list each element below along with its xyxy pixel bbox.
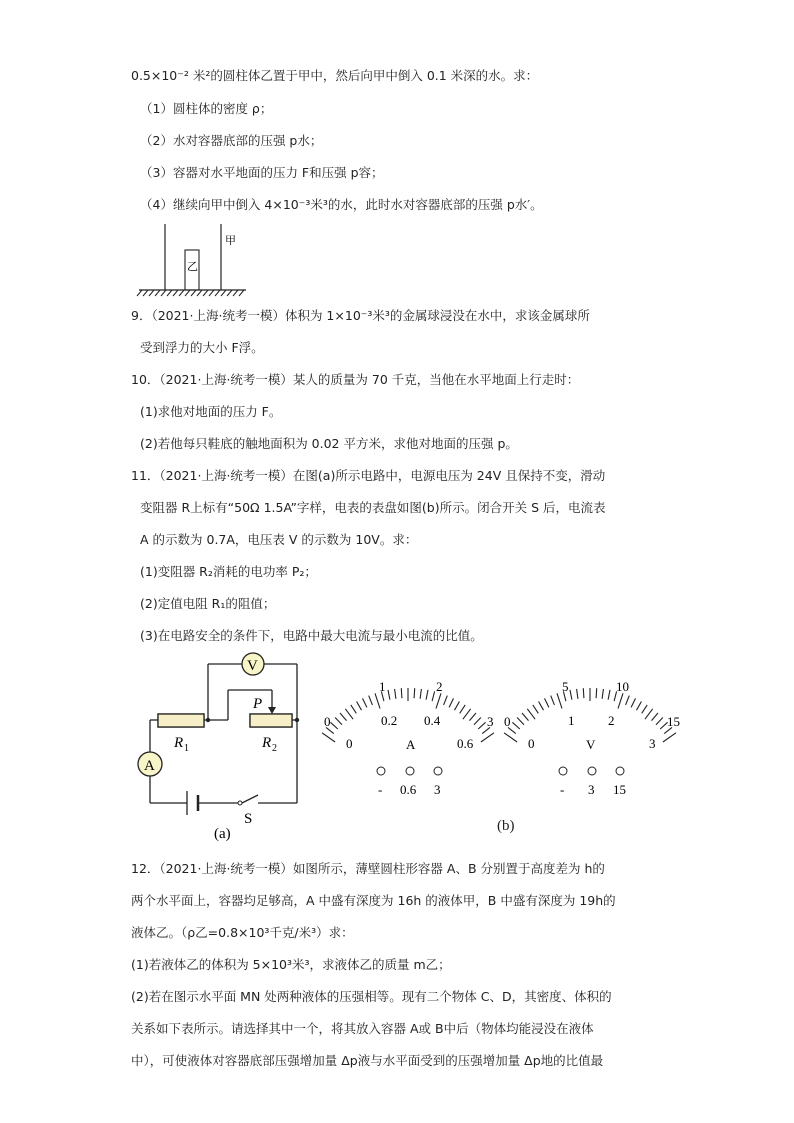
text-line-15: (2)定值电阻 R₁的阻值； [140,596,276,611]
text-line-4: （3）容器对水平地面的压力 F和压强 p容； [140,165,384,180]
ammeter-dial-tick [401,688,402,698]
voltmeter-dial-tick [645,709,653,719]
r2-subscript: 2 [272,743,277,754]
voltmeter-dial-tick [602,689,603,699]
caption-a: (a) [214,826,231,842]
text-line-2: （1）圆柱体的密度 ρ； [140,101,273,116]
container-figure [134,218,254,298]
text-line-1: 0.5×10⁻² 米²的圆柱体乙置于甲中，然后向甲中倒入 0.1 米深的水。求： [131,68,539,83]
voltmeter-dial-tick [626,696,630,705]
voltmeter-dial-tick [631,698,635,707]
ammeter-dial-tick [363,698,367,707]
ammeter-dial-tick [432,691,435,701]
switch-label: S [244,811,253,827]
volt-top-1: 5 [562,679,569,694]
volt-bottom-0: 0 [528,736,535,751]
voltmeter-dial-tick [517,718,524,725]
ammeter-dial-tick [395,689,396,699]
r1-label: R [174,735,184,751]
text-line-19: 液体乙。（ρ乙=0.8×10³千克/米³）求： [131,925,354,940]
voltmeter-dial-tick [527,709,535,719]
amm-top-3: 3 [487,714,494,729]
r2-label: R [262,735,272,751]
amm-top-1: 1 [379,679,386,694]
voltmeter-dial-tick [577,689,578,699]
text-line-12: 变阻器 R上标有“50Ω 1.5A”字样，电表的表盘如图(b)所示。闭合开关 S 后，电流表 [140,500,606,515]
volt-terminal-neg: - [560,782,565,797]
voltmeter-dial-tick [596,688,597,698]
voltmeter-dial-tick [504,733,517,742]
voltmeter-dial-tick [642,705,648,713]
ammeter-dial-tick [414,688,415,698]
voltmeter-dial-tick [608,690,610,700]
volt-top-0: 0 [504,714,511,729]
ammeter-dial-tick [460,705,466,713]
ammeter-dial-tick [388,690,390,700]
ammeter-dial-tick [444,696,448,705]
text-line-7: 受到浮力的大小 F浮。 [140,340,264,355]
voltmeter-dial-tick [512,722,519,729]
text-line-6: 9．（2021·上海·统考一模）体积为 1×10⁻³米³的金属球浸没在水中，求该金属球所 [131,308,590,323]
text-line-16: (3)在电路安全的条件下，电路中最大电流与最小电流的比值。 [140,628,483,643]
text-line-10: (2)若他每只鞋底的触地面积为 0.02 平方米，求他对地面的压强 p。 [140,436,518,451]
voltmeter-dial [500,673,690,798]
voltmeter-dial-tick [656,718,663,725]
voltmeter-dial-tick [637,702,642,711]
voltmeter-label: V [247,658,258,674]
volt-bottom-2: 2 [608,713,615,728]
ammeter-dial-tick [426,690,428,700]
voltmeter-dial-tick [618,693,623,708]
amm-top-0: 0 [324,714,331,729]
ammeter-dial-tick [455,702,460,711]
amm-terminal-neg: - [378,782,383,797]
voltmeter-dial-tick [557,693,562,708]
volt-terminal-3: 3 [588,782,595,797]
ammeter-dial-tick [375,693,380,708]
ammeter-dial-tick [340,713,347,721]
ammeter-dial-tick [478,722,485,729]
amm-unit: A [406,737,416,752]
ammeter-dial-tick [420,689,421,699]
ammeter-dial-tick [481,733,494,742]
amm-terminal-06: 0.6 [400,782,417,797]
ammeter-dial-tick [369,696,373,705]
jia-label: 甲 [225,235,236,247]
caption-b: (b) [497,818,515,834]
text-line-14: (1)变阻器 R₂消耗的电功率 P₂； [140,564,317,579]
volt-bottom-3: 3 [649,736,656,751]
volt-unit: V [586,737,596,752]
ammeter-dial-tick [436,693,441,708]
text-line-5: （4）继续向甲中倒入 4×10⁻³米³的水，此时水对容器底部的压强 p水′。 [140,197,543,212]
amm-terminal-3: 3 [434,782,441,797]
voltmeter-dial-tick [583,688,584,698]
r1-subscript: 1 [184,743,189,754]
ammeter-dial-tick [345,709,353,719]
text-line-9: (1)求他对地面的压力 F。 [140,404,282,419]
voltmeter-dial-tick [545,698,549,707]
voltmeter-dial-tick [570,690,572,700]
amm-top-2: 2 [436,679,443,694]
volt-terminal-15: 15 [613,782,626,797]
volt-bottom-1: 1 [568,713,575,728]
volt-top-2: 10 [616,679,629,694]
text-line-23: 中），可使液体对容器底部压强增加量 Δp液与水平面受到的压强增加量 Δp地的比值最 [131,1053,604,1068]
text-line-17: 12．（2021·上海·统考一模）如图所示，薄壁圆柱形容器 A、B 分别置于高度差为 h的 [131,861,605,876]
voltmeter-dial-tick [663,733,676,742]
text-line-11: 11．（2021·上海·统考一模）在图(a)所示电路中，电源电压为 24V 且保持不变，滑动 [131,468,606,483]
yi-label: 乙 [187,261,198,273]
volt-top-3: 15 [667,714,680,729]
ammeter-dial-tick [357,702,362,711]
text-line-21: (2)若在图示水平面 MN 处两种液体的压强相等。现有二个物体 C、D，其密度、体积的 [131,989,612,1004]
amm-bottom-2: 0.4 [424,713,441,728]
ammeter-dial-tick [351,705,357,713]
voltmeter-dial-tick [652,713,659,721]
ammeter-dial-tick [449,698,453,707]
amm-bottom-1: 0.2 [381,713,398,728]
text-line-3: （2）水对容器底部的压强 p水； [140,133,323,148]
circuit-diagram [130,645,320,845]
ammeter-dial [318,673,498,798]
voltmeter-dial-tick [551,696,555,705]
text-line-18: 两个水平面上，容器均足够高，A 中盛有深度为 16h 的液体甲，B 中盛有深度为 19h的 [131,893,616,908]
amm-bottom-0: 0 [346,736,353,751]
ammeter-dial-tick [330,722,337,729]
voltmeter-dial-tick [533,705,539,713]
ammeter-dial-tick [470,713,477,721]
ammeter-dial-tick [322,733,335,742]
amm-bottom-3: 0.6 [457,736,474,751]
text-line-13: A 的示数为 0.7A，电压表 V 的示数为 10V。求： [140,532,418,547]
text-line-8: 10．（2021·上海·统考一模）某人的质量为 70 千克，当他在水平地面上行走时： [131,372,580,387]
voltmeter-dial-tick [522,713,529,721]
voltmeter-dial-tick [539,702,544,711]
ammeter-dial-tick [474,718,481,725]
slider-label: P [253,696,263,712]
text-line-22: 关系如下表所示。请选择其中一个，将其放入容器 A或 B中后（物体均能浸没在液体 [131,1021,594,1036]
ammeter-dial-tick [335,718,342,725]
text-line-20: (1)若液体乙的体积为 5×10³米³，求液体乙的质量 m乙； [131,957,451,972]
ammeter-dial-tick [463,709,471,719]
ammeter-label: A [144,758,155,774]
